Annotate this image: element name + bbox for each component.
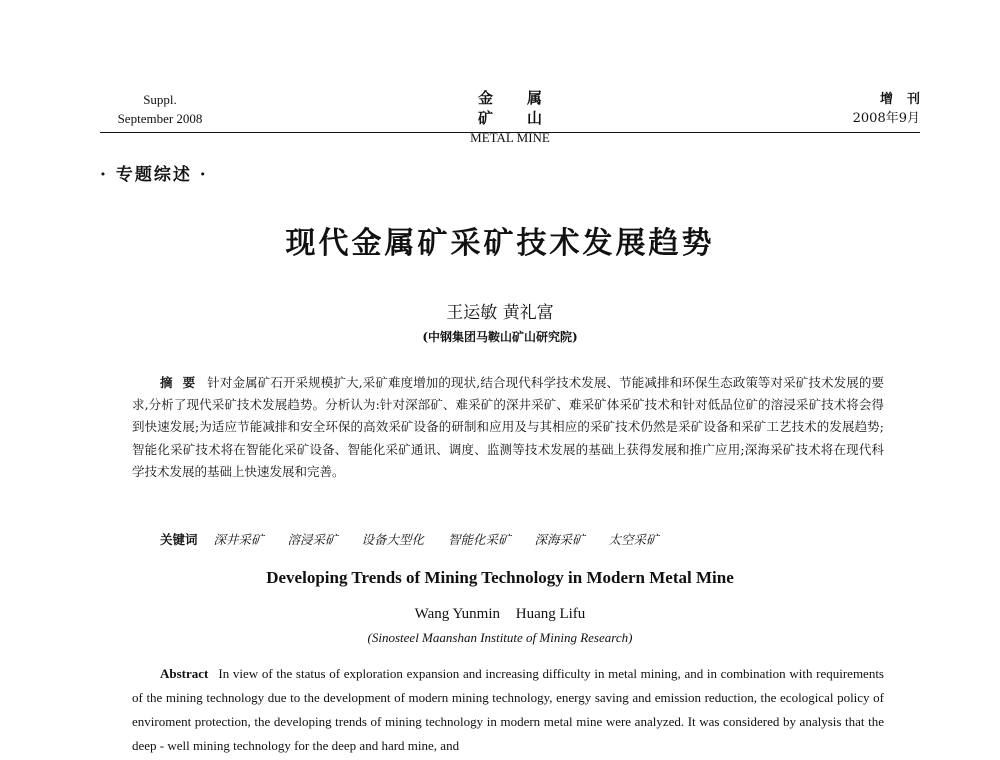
journal-name-en: METAL MINE (470, 130, 550, 145)
abstract-en (132, 662, 884, 760)
header-date-en: September 2008 (117, 111, 203, 126)
keyword: 深井采矿 (213, 532, 264, 547)
header-date-cn: 2008年9月 (852, 111, 920, 126)
keyword: 溶浸采矿 (287, 532, 338, 547)
keyword: 深海采矿 (534, 532, 585, 547)
section-tag: · 专题综述 · (100, 165, 208, 185)
author-en: Wang Yunmin (414, 606, 500, 622)
authors-cn: 王运敏 黄礼富 (446, 303, 554, 323)
paper-title-en: Developing Trends of Mining Technology in Modern Metal Mine (266, 568, 734, 587)
abstract-cn-label: 摘要 (160, 375, 206, 390)
header-supplement-cn: 增刊 (879, 92, 934, 107)
header-suppl: Suppl. (143, 92, 177, 107)
abstract-cn-text: 针对金属矿石开采规模扩大,采矿难度增加的现状,结合现代科学技术发展、节能减排和环保生态政策等对采矿技术发展的要求,分析了现代采矿技术发展趋势。分析认为:针对深部矿、难采矿的深井采矿、难采矿体采矿技术和针对低品位矿的溶浸采矿技术将会得到快速发展;为适应节能减排和安全环保的高效采矿设备的研制和应用及与其相应的采矿技术仍然是采矿设备和采矿工艺技术的发展趋势;智能化采矿技术将在智能化采矿设备、智能化采矿通讯、调度、监测等技术发展的基础上获得发展和推广应用;深海采矿技术将在现代科学技术发展的基础上快速发展和完善。 (132, 375, 884, 479)
header-left (100, 90, 220, 128)
paper-title-cn: 现代金属矿采矿技术发展趋势 (285, 226, 715, 261)
header-center (420, 88, 600, 148)
keywords-cn (160, 530, 679, 548)
author-en: Huang Lifu (515, 606, 586, 622)
abstract-en-text: In view of the status of exploration expansion and increasing difficulty in metal mining, and in combination with requirements of the mining technology due to the development of modern mining technology, energy saving and emission reduction, the ecological policy of enviroment protection, the developing trends of mining technology in modern metal mine were analyzed. It was considered by analysis that the deep - well mining technology for the deep and hard mine, and (132, 666, 884, 753)
abstract-cn (132, 372, 884, 483)
keyword: 设备大型化 (361, 532, 425, 547)
authors-en (0, 606, 1000, 623)
affiliation-en: (Sinosteel Maanshan Institute of Mining Research) (367, 630, 633, 645)
header-right (852, 90, 934, 128)
running-header (100, 84, 934, 145)
abstract-en-label: Abstract (160, 666, 209, 681)
affiliation-cn: (中钢集团马鞍山矿山研究院) (422, 330, 578, 344)
journal-name-cn: 金属矿山 (477, 89, 576, 127)
keyword: 智能化采矿 (448, 532, 511, 547)
keywords-cn-label: 关键词 (160, 532, 198, 547)
keyword: 太空采矿 (608, 532, 659, 547)
